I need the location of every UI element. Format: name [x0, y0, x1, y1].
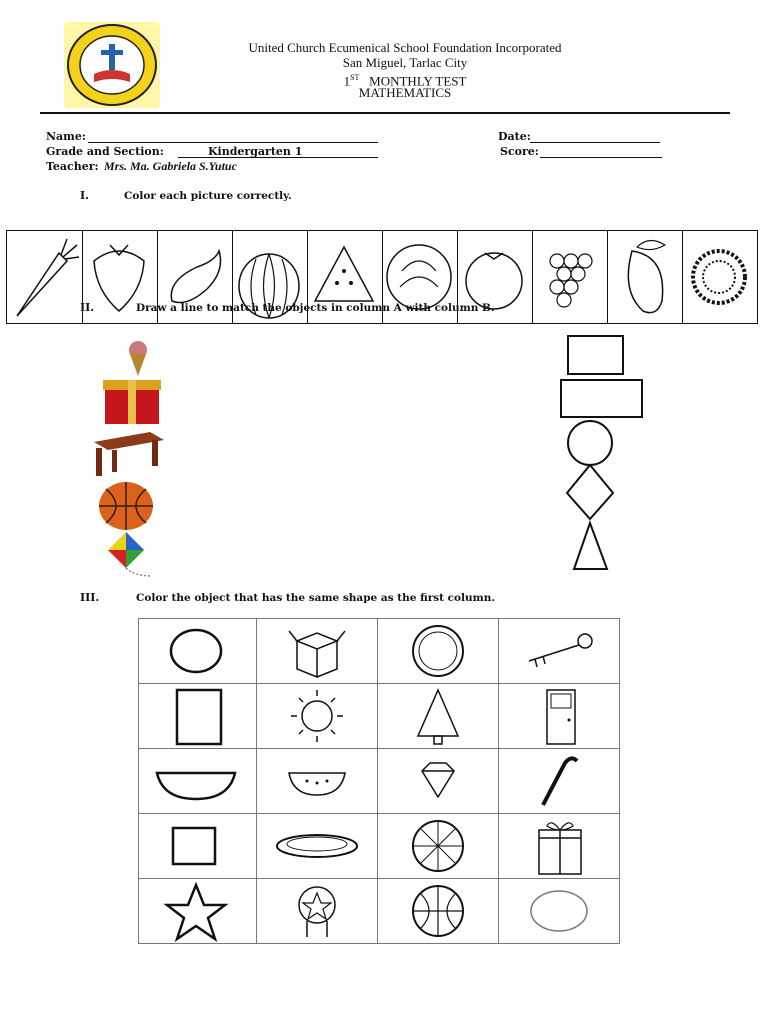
- door-icon[interactable]: [499, 684, 620, 749]
- circle-shape: [568, 421, 612, 465]
- header-rule: [40, 112, 730, 114]
- gift-box-icon[interactable]: [101, 372, 163, 426]
- score-field[interactable]: [540, 145, 662, 158]
- candy-cane-icon[interactable]: [499, 749, 620, 814]
- coin-icon[interactable]: [378, 619, 499, 684]
- plate-icon[interactable]: [257, 814, 378, 879]
- square-shape: [568, 336, 623, 374]
- oval-shape-cell: [139, 619, 257, 684]
- basketball-icon[interactable]: [98, 481, 154, 531]
- wheel-icon[interactable]: [378, 814, 499, 879]
- section-3-number: III.: [80, 591, 100, 604]
- test-ordinal-sup: ST: [350, 73, 360, 82]
- section-3-instruction: Color the object that has the same shape as the first column.: [136, 592, 496, 604]
- name-field[interactable]: [88, 130, 378, 143]
- rambutan-icon[interactable]: [682, 231, 757, 323]
- subject-title: MATHEMATICS: [358, 85, 452, 100]
- table-row: [139, 684, 620, 749]
- section-2-instruction: Draw a line to match the objects in column A with column B.: [136, 302, 495, 314]
- school-address: San Miguel, Tarlac City: [342, 55, 468, 70]
- grapes-icon[interactable]: [532, 231, 608, 323]
- table-icon[interactable]: [90, 428, 166, 478]
- mango-icon[interactable]: [607, 231, 683, 323]
- column-b-shapes: [560, 333, 650, 573]
- table-row: [139, 879, 620, 944]
- table-row: [139, 619, 620, 684]
- grade-value: Kindergarten 1: [208, 145, 303, 158]
- basketball-icon[interactable]: [378, 879, 499, 944]
- shape-matching-table: [138, 618, 620, 944]
- rectangle-shape-cell: [139, 684, 257, 749]
- sun-icon[interactable]: [257, 684, 378, 749]
- teacher-label: Teacher:: [46, 160, 99, 173]
- christmas-tree-icon[interactable]: [378, 684, 499, 749]
- star-shape-cell: [139, 879, 257, 944]
- table-row: [139, 749, 620, 814]
- diamond-gem-icon[interactable]: [378, 749, 499, 814]
- half-circle-shape-cell: [139, 749, 257, 814]
- teacher-name: Mrs. Ma. Gabriela S.Yutuc: [104, 159, 237, 173]
- star-badge-icon[interactable]: [257, 879, 378, 944]
- table-row: [139, 814, 620, 879]
- rectangle-shape: [561, 380, 642, 417]
- grade-label: Grade and Section:: [46, 145, 164, 158]
- carrot-icon[interactable]: [7, 231, 83, 323]
- kite-icon[interactable]: [104, 530, 156, 582]
- test-ordinal: 1: [343, 73, 351, 89]
- date-label: Date:: [498, 130, 531, 143]
- name-label: Name:: [46, 130, 86, 143]
- score-label: Score:: [500, 145, 539, 158]
- school-logo: [64, 22, 160, 108]
- gift-box-icon[interactable]: [499, 814, 620, 879]
- date-field[interactable]: [530, 130, 660, 143]
- triangle-shape: [574, 523, 607, 569]
- diamond-shape: [567, 465, 613, 519]
- school-name: United Church Ecumenical School Foundation Incorporated: [248, 40, 562, 55]
- egg-icon[interactable]: [499, 879, 620, 944]
- section-1-instruction: Color each picture correctly.: [124, 190, 292, 202]
- section-1-number: I.: [80, 189, 89, 202]
- key-icon[interactable]: [499, 619, 620, 684]
- square-shape-cell: [139, 814, 257, 879]
- test-name: MONTHLY TEST: [369, 73, 467, 89]
- section-2-number: II.: [80, 301, 95, 314]
- box-icon[interactable]: [257, 619, 378, 684]
- watermelon-slice-icon[interactable]: [257, 749, 378, 814]
